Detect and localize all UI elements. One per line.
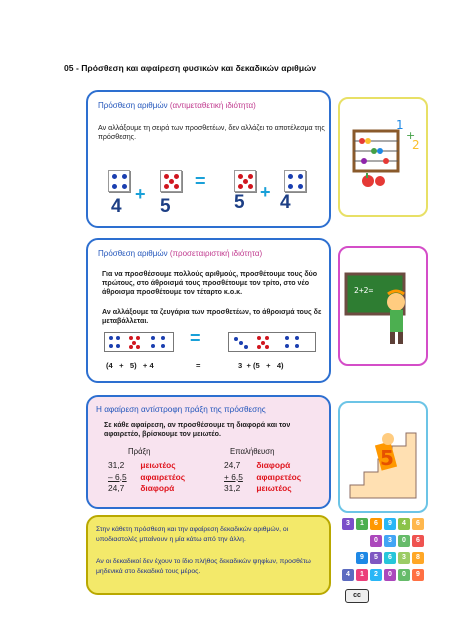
addend-b: 5 (160, 196, 171, 217)
tile: 3 (398, 552, 410, 564)
abacus-illustration (338, 97, 428, 217)
decimal-note-card (86, 515, 331, 595)
license-badge (345, 589, 369, 603)
row (108, 460, 185, 472)
abacus-icon (340, 99, 426, 215)
tile: 8 (412, 552, 424, 564)
card-text-1: Στην κάθετη πρόσθεση και την αφαίρεση δεκαδικών αριθμών, οι υποδιαστολές μπαίνουν η μία κάτω από την άλλη. (96, 526, 289, 543)
card-text: Σε κάθε αφαίρεση, αν προσθέσουμε τη διαφορά και τον αφαιρετέο, βρίσκουμε τον μειωτέο. (104, 421, 291, 439)
plus-sign: + (260, 182, 271, 202)
tile: 9 (412, 569, 424, 581)
tile: 5 (370, 552, 382, 564)
equals-sign: = (195, 171, 206, 191)
tile: 3 (384, 535, 396, 547)
tile: 9 (356, 552, 368, 564)
row-num: 31,2 (224, 483, 241, 493)
associative-card (86, 238, 331, 383)
die-five (234, 170, 256, 192)
right-expression: 3 + (5 + 4) (238, 361, 284, 370)
tile: 0 (398, 569, 410, 581)
addend-c: 5 (234, 192, 245, 213)
tile: 6 (384, 552, 396, 564)
tile: 6 (412, 535, 424, 547)
row (224, 483, 301, 495)
blackboard-text: 2+2= (354, 286, 374, 295)
card-title-blue: Πρόσθεση αριθμών (98, 101, 168, 110)
card-text-1: Για να προσθέσουμε πολλούς αριθμούς, προσθέτουμε τους δύο πρώτους, στο άθροισμά τους προσθέτουμε τον τρίτο, στο νέο άθροισμα προσθέτουμε τον τέταρτο κ.ο.κ. (102, 270, 318, 297)
tile: 0 (384, 569, 396, 581)
left-expression: (4 + 5) + 4 (106, 361, 154, 370)
equals-text: = (196, 361, 201, 370)
card-title-blue: Πρόσθεση αριθμών (98, 249, 168, 258)
row (108, 472, 185, 484)
row-label: αφαιρετέος (256, 471, 302, 482)
row-num: 24,7 (224, 460, 241, 470)
stairs-illustration (338, 401, 428, 513)
row-label: μειωτέος (140, 460, 176, 470)
tile: 0 (370, 535, 382, 547)
tile: 6 (370, 518, 382, 530)
row-label: αφαιρετέος (140, 471, 186, 482)
card-text-2: Αν αλλάξουμε τα ζευγάρια των προσθετέων, το άθροισμά τους δε μεταβάλλεται. (102, 308, 322, 326)
tile: 2 (370, 569, 382, 581)
blackboard-illustration (338, 246, 428, 366)
addend-a: 4 (111, 196, 122, 217)
plus-sign: + (135, 184, 146, 204)
blackboard-icon (340, 248, 426, 364)
col1-header: Πράξη (128, 447, 151, 456)
die-four (284, 170, 306, 192)
tile: 0 (398, 535, 410, 547)
svg-text:1: 1 (396, 118, 404, 132)
die-four (108, 170, 130, 192)
card-title (98, 101, 256, 110)
col2-rows (224, 460, 301, 495)
tile: 1 (356, 518, 368, 530)
row-label: διαφορά (256, 460, 291, 470)
col1-rows (108, 460, 185, 495)
row-num: 24,7 (108, 483, 125, 493)
row-label: μειωτέος (256, 483, 292, 493)
card-title (98, 249, 262, 258)
row-num: – 6,5 (108, 471, 127, 482)
row (224, 460, 301, 472)
card-text: Αν αλλάξουμε τη σειρά των προσθετέων, δεν αλλάζει το αποτέλεσμα της πρόσθεσης. (98, 124, 325, 142)
tile: 9 (384, 518, 396, 530)
tile: 4 (342, 569, 354, 581)
card-title-pink: (προσεταιριστική ιδιότητα) (169, 249, 263, 258)
row (224, 472, 301, 484)
dot-block-left (104, 332, 174, 352)
tile: 1 (356, 569, 368, 581)
tile: 4 (398, 518, 410, 530)
card-title-pink: (αντιμεταθετική ιδιότητα) (169, 101, 256, 110)
row (108, 483, 185, 495)
page-title: 05 - Πρόσθεση και αφαίρεση φυσικών και δεκαδικών αριθμών (64, 63, 317, 73)
commutative-card (86, 90, 331, 228)
dot-block-right (228, 332, 316, 352)
subtraction-card (86, 395, 331, 509)
addend-d: 4 (280, 192, 291, 213)
tile: 6 (412, 518, 424, 530)
row-label: διαφορά (140, 483, 175, 493)
row-num: + 6,5 (224, 471, 243, 482)
svg-text:5: 5 (380, 446, 394, 470)
die-five (160, 170, 182, 192)
row-num: 31,2 (108, 460, 125, 470)
card-text-2: Αν οι δεκαδικοί δεν έχουν το ίδιο πλήθος δεκαδικών ψηφίων, προσθέτω μηδενικά στο δεκαδικό τους μέρος. (96, 558, 311, 575)
col2-header: Επαλήθευση (230, 447, 275, 456)
tile: 3 (342, 518, 354, 530)
card-title: Η αφαίρεση αντίστροφη πράξη της πρόσθεσης (96, 405, 266, 414)
equals-sign: = (190, 328, 201, 348)
svg-text:+: + (406, 129, 416, 142)
license-text: cc (353, 592, 361, 599)
svg-text:2: 2 (412, 138, 420, 152)
stairs-icon (340, 403, 426, 511)
